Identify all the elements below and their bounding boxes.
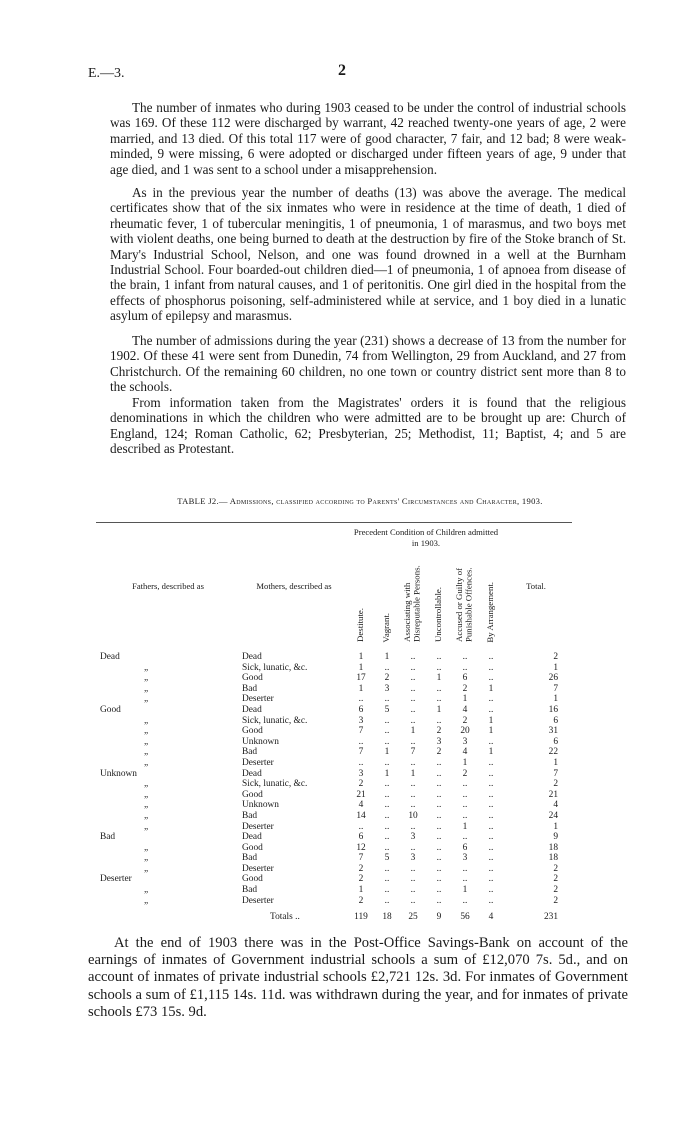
vagrant-cell: 5	[384, 704, 390, 715]
destitute-cell: 14	[356, 810, 366, 821]
arrangement-cell: 1	[488, 747, 494, 758]
totals-label: Totals ..	[270, 912, 300, 923]
total-uncontrollable: 9	[436, 912, 442, 923]
row-total-cell: 21	[548, 789, 558, 800]
paragraph-deaths: As in the previous year the number of deaths (13) was above the average. The medical certificates show that of the six inmates who were in residence at the time of death, 1 died of rheumatic fever, 1 of tubercular meningitis, 1 of pneumonia, 1 of marasmus, and two boys met with violent deaths, one being burned to death at the destruction by fire of the Stoke branch of St. Mary's Industrial School, Nelson, and one was found drowned in a well at the Burnham Industrial School. Four boarded-out children died—1 of pneumonia, 1 of apnoea from disease of the brain, 1 infant from natural causes, and 1 of peritonitis. One girl died in the hospital from the effects of phosphorus poisoning, self-administered while at service, and 1 boy died in a lunatic asylum of epilepsy and marasmus.	[110, 185, 626, 324]
row-total-cell: 7	[553, 683, 558, 694]
father-cell: „	[144, 747, 149, 758]
accused-cell: 1	[462, 757, 468, 768]
vagrant-cell: ..	[384, 821, 390, 832]
arrangement-cell: ..	[488, 757, 494, 768]
arrangement-cell: ..	[488, 694, 494, 705]
accused-cell: 4	[462, 747, 468, 758]
uncontrollable-cell: 2	[436, 726, 442, 737]
accused-cell: ..	[462, 895, 468, 906]
destitute-cell: 2	[358, 874, 364, 885]
row-total-cell: 18	[548, 842, 558, 853]
table-top-rule	[96, 522, 572, 523]
header-accused	[452, 550, 478, 646]
associating-cell: 1	[410, 768, 416, 779]
paragraph-savings-bank: At the end of 1903 there was in the Post-Office Savings-Bank on account of the earnings of inmates of Government industrial schools a sum of £12,070 7s. 5d., and on account of inmates of private industrial schools £2,721 12s. 3d. For inmates of Government schools a sum of £1,115 14s. 11d. was withdrawn during the year, and for inmates of private schools £73 15s. 9d.	[88, 935, 628, 1020]
row-total-cell: 7	[553, 768, 558, 779]
accused-cell: ..	[462, 874, 468, 885]
arrangement-cell: 1	[488, 726, 494, 737]
accused-cell: 1	[462, 694, 468, 705]
total-associating: 25	[408, 912, 418, 923]
father-cell: „	[144, 885, 149, 896]
mother-cell: Good	[242, 726, 263, 737]
father-cell: „	[144, 736, 149, 747]
row-total-cell: 2	[553, 885, 558, 896]
table-row	[96, 694, 568, 705]
accused-cell: 20	[460, 726, 470, 737]
header-vagrant-text: Vagrant.	[381, 612, 392, 643]
associating-cell: ..	[410, 694, 416, 705]
father-cell: „	[144, 673, 149, 684]
header-arrangement-text: By Arrangement.	[485, 581, 496, 643]
destitute-cell: 1	[358, 652, 364, 662]
arrangement-cell: ..	[488, 810, 494, 821]
mother-cell: Sick, lunatic, &c.	[242, 662, 308, 673]
accused-cell: ..	[462, 810, 468, 821]
father-cell: Dead	[100, 652, 120, 662]
table-row	[96, 800, 568, 811]
header-fathers: Fathers, described as	[132, 580, 204, 591]
row-total-cell: 2	[553, 779, 558, 790]
father-cell: „	[144, 895, 149, 906]
vagrant-cell: 3	[384, 683, 390, 694]
mother-cell: Bad	[242, 747, 258, 758]
mother-cell: Deserter	[242, 757, 274, 768]
uncontrollable-cell: 1	[436, 704, 442, 715]
arrangement-cell: ..	[488, 736, 494, 747]
father-cell: „	[144, 789, 149, 800]
row-total-cell: 24	[548, 810, 558, 821]
mother-cell: Unknown	[242, 800, 279, 811]
total-arrangement: 4	[488, 912, 494, 923]
header-vagrant	[374, 550, 400, 646]
vagrant-cell: 1	[384, 768, 390, 779]
total-overall: 231	[543, 912, 558, 923]
father-cell: „	[144, 715, 149, 726]
uncontrollable-cell: 2	[436, 747, 442, 758]
row-total-cell: 22	[548, 747, 558, 758]
father-cell: „	[144, 842, 149, 853]
table-row	[96, 779, 568, 790]
table-row	[96, 790, 568, 801]
total-vagrant: 18	[382, 912, 392, 923]
destitute-cell: 4	[358, 800, 364, 811]
mother-cell: Deserter	[242, 694, 274, 705]
associating-cell: ..	[410, 683, 416, 694]
mother-cell: Sick, lunatic, &c.	[242, 715, 308, 726]
arrangement-cell: ..	[488, 874, 494, 885]
associating-cell: 3	[410, 853, 416, 864]
father-cell: „	[144, 810, 149, 821]
header-destitute	[348, 550, 374, 646]
mother-cell: Deserter	[242, 821, 274, 832]
associating-cell: ..	[410, 757, 416, 768]
row-total-cell: 2	[553, 895, 558, 906]
uncontrollable-cell: ..	[436, 757, 442, 768]
vagrant-cell: ..	[384, 726, 390, 737]
mother-cell: Dead	[242, 704, 262, 715]
father-cell: „	[144, 853, 149, 864]
destitute-cell: 7	[358, 747, 364, 758]
paragraph-religions: From information taken from the Magistrates' orders it is found that the religious denominations in which the children who were admitted are to be brought up are: Church of England, 124; Roman Catholic, 62; Presbyterian, 25; Methodist, 11; Baptist, 4; and 5 are described as Protestant.	[110, 395, 626, 457]
arrangement-cell: ..	[488, 885, 494, 896]
father-cell: „	[144, 757, 149, 768]
associating-cell: ..	[410, 863, 416, 874]
accused-cell: ..	[462, 652, 468, 662]
destitute-cell: 2	[358, 895, 364, 906]
uncontrollable-cell: ..	[436, 694, 442, 705]
table-row	[96, 896, 568, 907]
table-row	[96, 705, 568, 716]
vagrant-cell: ..	[384, 715, 390, 726]
associating-cell: ..	[410, 673, 416, 684]
mother-cell: Good	[242, 673, 263, 684]
vagrant-cell: ..	[384, 895, 390, 906]
mother-cell: Dead	[242, 832, 262, 843]
destitute-cell: ..	[358, 757, 364, 768]
mother-cell: Bad	[242, 683, 258, 694]
header-precedent-condition: Precedent Condition of Children admitted in 1903.	[353, 527, 499, 548]
uncontrollable-cell: ..	[436, 652, 442, 662]
paragraph-discharges: The number of inmates who during 1903 ceased to be under the control of industrial schools was 169. Of these 112 were discharged by warrant, 42 reached twenty-one years of age, 2 were married, and 13 died. Of this total 117 were of good character, 7 fair, and 12 bad; 8 were weak-minded, 9 were missing, 6 were adopted or discharged under fifteen years of age, 9 under that age died, and 1 was sent to a school under a misapprehension.	[110, 100, 626, 177]
associating-cell: ..	[410, 874, 416, 885]
table-row	[96, 652, 568, 663]
uncontrollable-cell: ..	[436, 779, 442, 790]
father-cell: „	[144, 821, 149, 832]
row-total-cell: 16	[548, 704, 558, 715]
associating-cell: 7	[410, 747, 416, 758]
table-caption-prefix: TABLE J2.	[177, 496, 219, 506]
destitute-cell: 1	[358, 885, 364, 896]
uncontrollable-cell: 1	[436, 673, 442, 684]
uncontrollable-cell: ..	[436, 874, 442, 885]
mother-cell: Sick, lunatic, &c.	[242, 779, 308, 790]
father-cell: „	[144, 662, 149, 673]
table-row	[96, 684, 568, 695]
arrangement-cell: ..	[488, 895, 494, 906]
header-associating	[400, 550, 426, 646]
table-row	[96, 673, 568, 684]
accused-cell: 3	[462, 736, 468, 747]
vagrant-cell: ..	[384, 662, 390, 673]
accused-cell: ..	[462, 863, 468, 874]
vagrant-cell: 1	[384, 652, 390, 662]
destitute-cell: ..	[358, 736, 364, 747]
arrangement-cell: ..	[488, 673, 494, 684]
accused-cell: 1	[462, 885, 468, 896]
arrangement-cell: ..	[488, 863, 494, 874]
arrangement-cell: 1	[488, 683, 494, 694]
table-row	[96, 758, 568, 769]
arrangement-cell: ..	[488, 789, 494, 800]
row-total-cell: 9	[553, 832, 558, 843]
arrangement-cell: ..	[488, 779, 494, 790]
row-total-cell: 1	[553, 662, 558, 673]
accused-cell: 6	[462, 842, 468, 853]
arrangement-cell: ..	[488, 652, 494, 662]
vagrant-cell: 1	[384, 747, 390, 758]
accused-cell: ..	[462, 779, 468, 790]
table-row	[96, 874, 568, 885]
uncontrollable-cell: ..	[436, 821, 442, 832]
row-total-cell: 2	[553, 652, 558, 662]
associating-cell: 10	[408, 810, 418, 821]
associating-cell: ..	[410, 800, 416, 811]
row-total-cell: 4	[553, 800, 558, 811]
destitute-cell: 1	[358, 662, 364, 673]
arrangement-cell: ..	[488, 853, 494, 864]
total-accused: 56	[460, 912, 470, 923]
father-cell: Deserter	[100, 874, 132, 885]
accused-cell: 1	[462, 821, 468, 832]
father-cell: Good	[100, 704, 121, 715]
vagrant-cell: ..	[384, 736, 390, 747]
accused-cell: 3	[462, 853, 468, 864]
vagrant-cell: ..	[384, 800, 390, 811]
destitute-cell: 1	[358, 683, 364, 694]
mother-cell: Dead	[242, 768, 262, 779]
destitute-cell: ..	[358, 694, 364, 705]
uncontrollable-cell: ..	[436, 662, 442, 673]
mother-cell: Good	[242, 789, 263, 800]
accused-cell: 2	[462, 683, 468, 694]
table-row	[96, 822, 568, 833]
table-row	[96, 769, 568, 780]
row-total-cell: 31	[548, 726, 558, 737]
header-mothers: Mothers, described as	[256, 580, 332, 591]
destitute-cell: 17	[356, 673, 366, 684]
table-row	[96, 663, 568, 674]
uncontrollable-cell: ..	[436, 768, 442, 779]
arrangement-cell: ..	[488, 821, 494, 832]
accused-cell: ..	[462, 832, 468, 843]
vagrant-cell: ..	[384, 832, 390, 843]
vagrant-cell: ..	[384, 789, 390, 800]
table-row	[96, 843, 568, 854]
associating-cell: ..	[410, 704, 416, 715]
uncontrollable-cell: ..	[436, 789, 442, 800]
uncontrollable-cell: ..	[436, 885, 442, 896]
header-uncontrollable-text: Uncontrollable.	[433, 587, 444, 643]
table-caption	[110, 496, 610, 507]
father-cell: „	[144, 863, 149, 874]
destitute-cell: 21	[356, 789, 366, 800]
destitute-cell: 7	[358, 726, 364, 737]
paragraph-admissions: The number of admissions during the year (231) shows a decrease of 13 from the number for 1902. Of these 41 were sent from Dunedin, 74 from Wellington, 29 from Auckland, and 27 from Christchurch. Of the remaining 60 children, no one town or country district sent more than 8 to the schools.	[110, 333, 626, 395]
table-row	[96, 853, 568, 864]
row-total-cell: 2	[553, 863, 558, 874]
father-cell: Unknown	[100, 768, 137, 779]
mother-cell: Bad	[242, 810, 258, 821]
table-row	[96, 832, 568, 843]
associating-cell: ..	[410, 652, 416, 662]
associating-cell: 1	[410, 726, 416, 737]
destitute-cell: 2	[358, 779, 364, 790]
accused-cell: 2	[462, 768, 468, 779]
vagrant-cell: ..	[384, 779, 390, 790]
header-associating-text: Associating with Disreputable Persons.	[402, 565, 422, 643]
father-cell: „	[144, 726, 149, 737]
mother-cell: Bad	[242, 885, 258, 896]
header-total: Total.	[526, 580, 546, 591]
table-header-row	[96, 526, 568, 550]
destitute-cell: 3	[358, 768, 364, 779]
mother-cell: Good	[242, 842, 263, 853]
uncontrollable-cell: ..	[436, 842, 442, 853]
associating-cell: ..	[410, 789, 416, 800]
mother-cell: Unknown	[242, 736, 279, 747]
vagrant-cell: ..	[384, 842, 390, 853]
associating-cell: ..	[410, 821, 416, 832]
arrangement-cell: ..	[488, 832, 494, 843]
table-caption-text: — Admissions, classified according to Parents' Circumstances and Character, 1903.	[218, 496, 543, 506]
father-cell: „	[144, 683, 149, 694]
total-destitute: 119	[354, 912, 368, 923]
destitute-cell: 2	[358, 863, 364, 874]
document-reference: E.—3.	[88, 66, 125, 81]
arrangement-cell: ..	[488, 842, 494, 853]
row-total-cell: 6	[553, 715, 558, 726]
row-total-cell: 1	[553, 757, 558, 768]
accused-cell: 2	[462, 715, 468, 726]
father-cell: „	[144, 694, 149, 705]
accused-cell: ..	[462, 800, 468, 811]
totals-row	[96, 912, 568, 923]
table-row	[96, 726, 568, 737]
uncontrollable-cell: ..	[436, 895, 442, 906]
vagrant-cell: 5	[384, 853, 390, 864]
accused-cell: 6	[462, 673, 468, 684]
uncontrollable-cell: ..	[436, 832, 442, 843]
accused-cell: ..	[462, 662, 468, 673]
vagrant-cell: ..	[384, 863, 390, 874]
mother-cell: Deserter	[242, 895, 274, 906]
accused-cell: ..	[462, 789, 468, 800]
arrangement-cell: ..	[488, 800, 494, 811]
table-body	[96, 652, 568, 906]
vagrant-cell: ..	[384, 885, 390, 896]
table-row	[96, 716, 568, 727]
uncontrollable-cell: 3	[436, 736, 442, 747]
associating-cell: ..	[410, 715, 416, 726]
destitute-cell: 12	[356, 842, 366, 853]
destitute-cell: 3	[358, 715, 364, 726]
arrangement-cell: 1	[488, 715, 494, 726]
row-total-cell: 26	[548, 673, 558, 684]
header-arrangement	[478, 550, 504, 646]
mother-cell: Dead	[242, 652, 262, 662]
row-total-cell: 18	[548, 853, 558, 864]
destitute-cell: 6	[358, 832, 364, 843]
father-cell: „	[144, 779, 149, 790]
destitute-cell: 6	[358, 704, 364, 715]
associating-cell: ..	[410, 842, 416, 853]
table-row	[96, 885, 568, 896]
destitute-cell: 7	[358, 853, 364, 864]
uncontrollable-cell: ..	[436, 853, 442, 864]
mother-cell: Deserter	[242, 863, 274, 874]
arrangement-cell: ..	[488, 662, 494, 673]
table-row	[96, 811, 568, 822]
associating-cell: ..	[410, 779, 416, 790]
accused-cell: 4	[462, 704, 468, 715]
vagrant-cell: 2	[384, 673, 390, 684]
table-row	[96, 864, 568, 875]
header-uncontrollable	[426, 550, 452, 646]
table-row	[96, 747, 568, 758]
uncontrollable-cell: ..	[436, 863, 442, 874]
page-number: 2	[338, 62, 346, 79]
uncontrollable-cell: ..	[436, 683, 442, 694]
table-row	[96, 737, 568, 748]
uncontrollable-cell: ..	[436, 715, 442, 726]
row-total-cell: 1	[553, 821, 558, 832]
mother-cell: Good	[242, 874, 263, 885]
vagrant-cell: ..	[384, 694, 390, 705]
mother-cell: Bad	[242, 853, 258, 864]
associating-cell: ..	[410, 662, 416, 673]
vagrant-cell: ..	[384, 810, 390, 821]
vagrant-cell: ..	[384, 757, 390, 768]
father-cell: Bad	[100, 832, 116, 843]
destitute-cell: ..	[358, 821, 364, 832]
admissions-table	[96, 526, 568, 923]
associating-cell: 3	[410, 832, 416, 843]
uncontrollable-cell: ..	[436, 800, 442, 811]
associating-cell: ..	[410, 895, 416, 906]
associating-cell: ..	[410, 885, 416, 896]
row-total-cell: 6	[553, 736, 558, 747]
arrangement-cell: ..	[488, 704, 494, 715]
header-destitute-text: Destitute.	[355, 608, 366, 643]
father-cell: „	[144, 800, 149, 811]
uncontrollable-cell: ..	[436, 810, 442, 821]
vagrant-cell: ..	[384, 874, 390, 885]
associating-cell: ..	[410, 736, 416, 747]
row-total-cell: 1	[553, 694, 558, 705]
arrangement-cell: ..	[488, 768, 494, 779]
row-total-cell: 2	[553, 874, 558, 885]
header-accused-text: Accused or Guilty of Punishable Offences.	[454, 567, 474, 643]
